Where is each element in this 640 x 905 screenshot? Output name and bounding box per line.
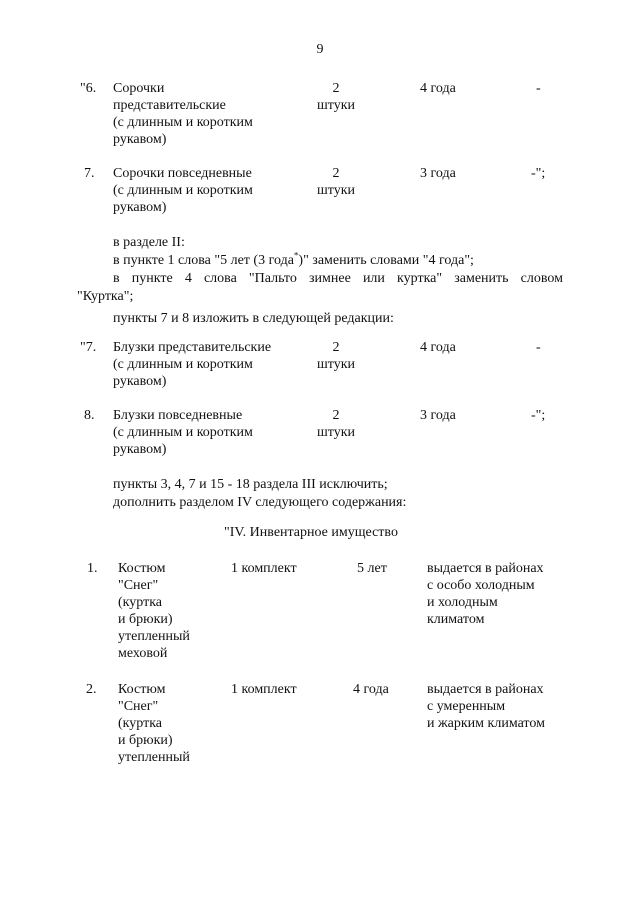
item-1-amendment: в пункте 1 слова "5 лет (3 года*)" заменить словами "4 года"; <box>113 250 474 268</box>
item-note: - <box>536 340 541 355</box>
item-quantity: 2 штуки <box>316 408 355 440</box>
item-term: 5 лет <box>357 561 387 576</box>
items-7-8-amendment: пункты 7 и 8 изложить в следующей редакции: <box>113 311 394 326</box>
item-name: Сорочки повседневные (с длинным и коротким рукавом) <box>113 166 253 215</box>
item-note: выдается в районах с умеренным и жарким климатом <box>427 682 545 731</box>
item-quantity: 2 штуки <box>316 81 355 113</box>
item-term: 3 года <box>420 166 456 181</box>
row-number: "6. <box>80 81 97 96</box>
item-quantity: 1 комплект <box>231 561 297 576</box>
item-4-amendment-line-2: "Куртка"; <box>77 289 134 304</box>
page-number: 9 <box>316 42 324 57</box>
row-number: 7. <box>84 166 95 181</box>
row-number: 2. <box>86 682 97 697</box>
section-2-intro: в разделе II: <box>113 235 185 250</box>
row-number: "7. <box>80 340 97 355</box>
add-section-text: дополнить разделом IV следующего содержания: <box>113 495 407 510</box>
item-4-amendment-line-1: в пункте 4 слова "Пальто зимнее или куртка" заменить словом <box>113 271 563 286</box>
item-quantity: 1 комплект <box>231 682 297 697</box>
item-note: -"; <box>531 408 546 423</box>
item-note: выдается в районах с особо холодным и холодным климатом <box>427 561 544 627</box>
exclude-items-text: пункты 3, 4, 7 и 15 - 18 раздела III исключить; <box>113 477 388 492</box>
item-quantity: 2 штуки <box>316 166 355 198</box>
item-quantity: 2 штуки <box>316 340 355 372</box>
item-note: - <box>536 81 541 96</box>
item-note: -"; <box>531 166 546 181</box>
item-name: Костюм "Снег" (куртка и брюки) утепленный меховой <box>118 561 190 661</box>
item-name: Блузки повседневные (с длинным и коротким рукавом) <box>113 408 253 457</box>
item-name: Костюм "Снег" (куртка и брюки) утепленный <box>118 682 190 765</box>
item-term: 4 года <box>420 340 456 355</box>
row-number: 8. <box>84 408 95 423</box>
item-term: 4 года <box>353 682 389 697</box>
row-number: 1. <box>87 561 98 576</box>
item-term: 4 года <box>420 81 456 96</box>
item-name: Блузки представительские (с длинным и коротким рукавом) <box>113 340 272 389</box>
item-name: Сорочки представительские (с длинным и коротким рукавом) <box>113 81 253 147</box>
section-4-title: "IV. Инвентарное имущество <box>224 525 398 540</box>
item-term: 3 года <box>420 408 456 423</box>
